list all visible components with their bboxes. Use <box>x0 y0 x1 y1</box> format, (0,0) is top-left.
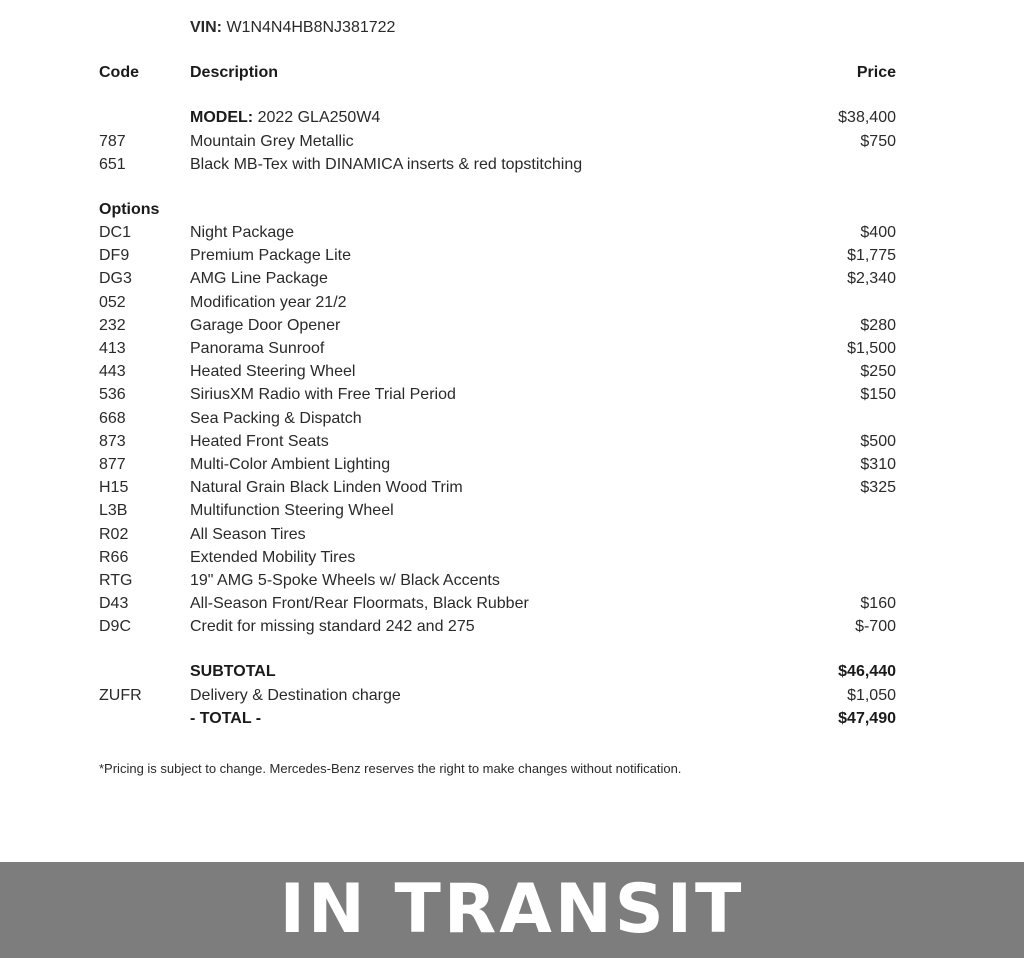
model-row <box>0 107 1024 129</box>
line-item-price: $280 <box>860 316 896 334</box>
line-item-price: $1,500 <box>847 340 896 357</box>
line-item-row <box>0 408 1024 430</box>
line-item-row <box>0 222 1024 244</box>
line-item-price: $150 <box>860 386 896 404</box>
line-item-code: 873 <box>99 432 126 450</box>
subtotal-price: $46,440 <box>838 663 896 680</box>
line-item-description: SiriusXM Radio with Free Trial Period <box>190 386 456 404</box>
line-item-code: R66 <box>99 548 129 566</box>
line-item-row <box>0 547 1024 569</box>
line-item-row <box>0 500 1024 522</box>
total-price: $47,490 <box>838 710 896 727</box>
total-label: - TOTAL - <box>190 710 262 727</box>
line-item-code: 536 <box>99 386 126 404</box>
line-item-row <box>0 384 1024 406</box>
header-price: Price <box>856 64 896 81</box>
line-item-description: Mountain Grey Metallic <box>190 133 354 150</box>
line-item-code: 232 <box>99 316 126 334</box>
line-item-price: $750 <box>860 133 896 150</box>
line-item-code: R02 <box>99 525 129 543</box>
line-item-description: Multifunction Steering Wheel <box>190 502 394 520</box>
vin-line <box>190 17 395 39</box>
vin-row <box>0 17 1024 39</box>
line-item-row <box>0 524 1024 546</box>
line-item-code: 651 <box>99 155 126 173</box>
line-item-description: Modification year 21/2 <box>190 293 347 311</box>
line-item-price: $250 <box>860 363 896 381</box>
line-item-description: Black MB-Tex with DINAMICA inserts & red topstitching <box>190 155 583 173</box>
model-line <box>190 107 380 129</box>
subtotal-label: SUBTOTAL <box>190 663 276 680</box>
model-price: $38,400 <box>838 109 896 126</box>
vin-value: W1N4N4HB8NJ381722 <box>226 19 396 36</box>
options-title: Options <box>99 201 160 218</box>
subtotal-row <box>0 661 1024 683</box>
line-item-code: DC1 <box>99 224 132 241</box>
pricing-footnote: *Pricing is subject to change. Mercedes-Benz reserves the right to make changes without notification. <box>99 761 682 776</box>
line-item-code: 413 <box>99 340 126 357</box>
line-item-code: 668 <box>99 409 126 427</box>
line-item-row <box>0 570 1024 592</box>
total-row <box>0 708 1024 730</box>
line-item-description: Panorama Sunroof <box>190 340 325 357</box>
delivery-row <box>0 685 1024 707</box>
line-item-code: 877 <box>99 456 126 473</box>
line-item-description: Premium Package Lite <box>190 247 351 265</box>
vin-label: VIN: <box>190 19 222 36</box>
line-item-code: H15 <box>99 479 129 497</box>
delivery-code: ZUFR <box>99 687 142 704</box>
column-headers <box>0 62 1024 84</box>
line-item-price: $310 <box>860 456 896 473</box>
banner-text: IN TRANSIT <box>279 870 745 949</box>
line-item-price: $2,340 <box>847 270 896 288</box>
line-item-description: Extended Mobility Tires <box>190 548 356 566</box>
line-item-description: 19" AMG 5-Spoke Wheels w/ Black Accents <box>190 572 500 589</box>
line-item-description: Natural Grain Black Linden Wood Trim <box>190 479 463 497</box>
header-description: Description <box>190 64 279 81</box>
model-label: MODEL: <box>190 109 254 126</box>
line-item-description: Heated Front Seats <box>190 432 329 450</box>
in-transit-banner <box>0 862 1024 958</box>
line-item-code: 787 <box>99 133 126 150</box>
line-item-description: All Season Tires <box>190 525 306 543</box>
delivery-description: Delivery & Destination charge <box>190 687 401 704</box>
line-item-code: D43 <box>99 595 129 613</box>
line-item-description: Credit for missing standard 242 and 275 <box>190 618 475 636</box>
line-item-code: 052 <box>99 293 126 311</box>
line-item-code: DG3 <box>99 270 132 288</box>
line-item-row <box>0 245 1024 267</box>
line-item-row <box>0 338 1024 360</box>
line-item-code: 443 <box>99 363 126 381</box>
line-item-row <box>0 154 1024 176</box>
delivery-price: $1,050 <box>847 687 896 704</box>
line-item-row <box>0 593 1024 615</box>
line-item-price: $325 <box>860 479 896 497</box>
line-item-code: DF9 <box>99 247 130 265</box>
line-item-price: $500 <box>860 432 896 450</box>
line-item-price: $-700 <box>855 618 896 636</box>
line-item-code: D9C <box>99 618 132 636</box>
line-item-price: $400 <box>860 224 896 241</box>
line-item-row <box>0 431 1024 453</box>
line-item-description: Night Package <box>190 224 295 241</box>
line-item-price: $160 <box>860 595 896 613</box>
line-item-row <box>0 361 1024 383</box>
line-item-description: Sea Packing & Dispatch <box>190 409 362 427</box>
line-item-row <box>0 616 1024 638</box>
line-item-row <box>0 315 1024 337</box>
line-item-description: Garage Door Opener <box>190 316 341 334</box>
line-item-description: All-Season Front/Rear Floormats, Black Rubber <box>190 595 529 613</box>
line-item-code: L3B <box>99 502 128 520</box>
line-item-code: RTG <box>99 572 133 589</box>
line-item-row <box>0 477 1024 499</box>
line-item-row <box>0 131 1024 153</box>
line-item-row <box>0 454 1024 476</box>
line-item-row <box>0 268 1024 290</box>
line-item-description: Multi-Color Ambient Lighting <box>190 456 391 473</box>
line-item-description: AMG Line Package <box>190 270 328 288</box>
header-code: Code <box>99 64 139 81</box>
line-item-price: $1,775 <box>847 247 896 265</box>
line-item-row <box>0 292 1024 314</box>
model-value: 2022 GLA250W4 <box>257 109 381 126</box>
line-item-description: Heated Steering Wheel <box>190 363 356 381</box>
